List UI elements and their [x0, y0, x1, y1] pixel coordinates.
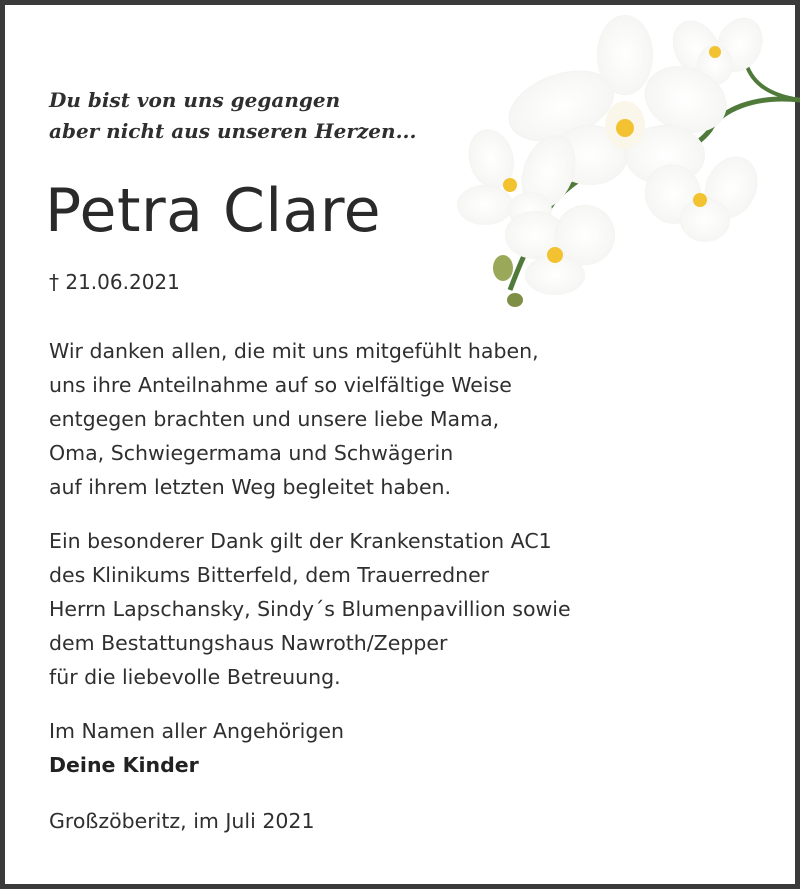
special-thanks-line: dem Bestattungshaus Nawroth/Zepper: [49, 631, 448, 655]
quote-line-2: aber nicht aus unseren Herzen...: [49, 119, 417, 143]
signature-line: Im Namen aller Angehörigen: [49, 719, 344, 743]
thanks-line: Wir danken allen, die mit uns mitgefühlt haben,: [49, 339, 539, 363]
thanks-line: uns ihre Anteilnahme auf so vielfältige Weise: [49, 373, 512, 397]
deceased-name: Petra Clare: [45, 176, 382, 246]
death-date: † 21.06.2021: [49, 270, 180, 294]
quote-line-1: Du bist von uns gegangen: [49, 88, 341, 112]
memorial-quote: [49, 85, 416, 147]
thanks-line: auf ihrem letzten Weg begleitet haben.: [49, 475, 452, 499]
special-thanks-line: für die liebevolle Betreuung.: [49, 665, 341, 689]
special-thanks-line: Ein besonderer Dank gilt der Krankenstation AC1: [49, 529, 552, 553]
orchid-image: [455, 10, 800, 310]
signature: [49, 714, 344, 782]
special-thanks-line: Herrn Lapschansky, Sindy´s Blumenpavillion sowie: [49, 597, 571, 621]
signature-name: Deine Kinder: [49, 753, 199, 777]
place-date: Großzöberitz, im Juli 2021: [49, 809, 315, 833]
special-thanks-paragraph: [49, 524, 571, 694]
special-thanks-line: des Klinikums Bitterfeld, dem Trauerredner: [49, 563, 490, 587]
thanks-line: entgegen brachten und unsere liebe Mama,: [49, 407, 500, 431]
thanks-line: Oma, Schwiegermama und Schwägerin: [49, 441, 454, 465]
thanks-paragraph: [49, 334, 539, 504]
